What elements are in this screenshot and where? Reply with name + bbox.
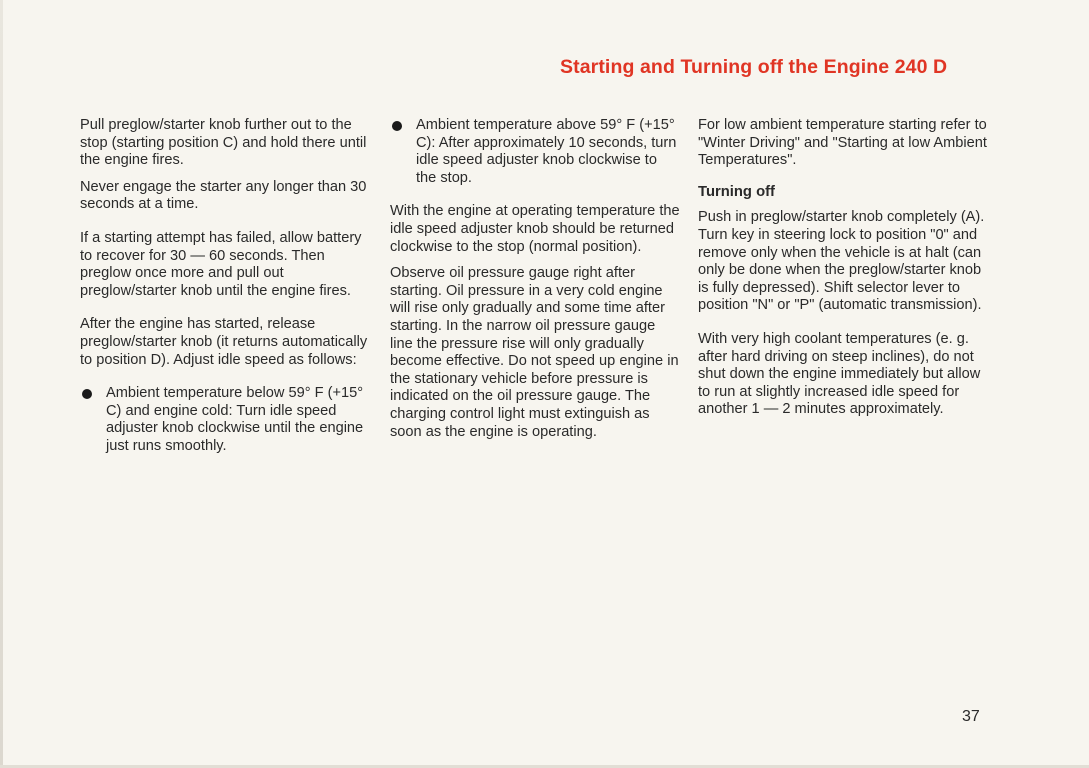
paragraph-starter-limit: Never engage the starter any longer than 30 seconds at a time.	[80, 178, 367, 213]
section-heading-turning-off: Turning off	[698, 183, 775, 200]
text-column-2	[390, 117, 680, 450]
bullet-item-cold	[80, 385, 370, 455]
page-header-title: Starting and Turning off the Engine 240 D	[560, 56, 948, 78]
paragraph-turning-off: Push in preglow/starter knob completely (A). Turn key in steering lock to position "0" and remove only when the vehicle is at halt (can only be done when the preglow/starter knob is fully depressed). Shift selector lever to position "N" or "P" (automatic transmission).	[698, 209, 985, 314]
text-column-1	[80, 117, 370, 466]
bullet-text: Ambient temperature above 59° F (+15° C): After approximately 10 seconds, turn idle speed adjuster knob clockwise to the stop.	[416, 117, 677, 186]
text-column-3	[698, 117, 993, 428]
paragraph-operating-temp: With the engine at operating temperature the idle speed adjuster knob should be returned clockwise to the stop (normal position).	[390, 203, 680, 255]
page-number: 37	[962, 708, 980, 725]
page-edge-left	[0, 0, 3, 768]
paragraph-low-temp-reference: For low ambient temperature starting refer to "Winter Driving" and "Starting at low Ambient Temperatures".	[698, 117, 987, 169]
paragraph-failed-attempt: If a starting attempt has failed, allow battery to recover for 30 — 60 seconds. Then preglow once more and pull out preglow/starter knob until the engine fires.	[80, 229, 362, 299]
bullet-item-warm	[390, 117, 680, 187]
bullet-dot-icon	[82, 389, 92, 399]
bullet-dot-icon	[392, 121, 402, 131]
paragraph-starting-position: Pull preglow/starter knob further out to the stop (starting position C) and hold there until the engine fires.	[80, 117, 367, 169]
paragraph-oil-pressure: Observe oil pressure gauge right after starting. Oil pressure in a very cold engine will rise only gradually and some time after starting. In the narrow oil pressure gauge line the pressure rise will only gradually become effective. Do not speed up engine in the stationary vehicle before pressure is indicated on the oil pressure gauge. The charging control light must extinguish as soon as the engine is operating.	[390, 265, 679, 440]
paragraph-after-start: After the engine has started, release preglow/starter knob (it returns automatically to position D). Adjust idle speed as follows:	[80, 316, 368, 368]
paragraph-high-coolant: With very high coolant temperatures (e. g. after hard driving on steep inclines), do not shut down the engine immediately but allow to run at slightly increased idle speed for another 1 — 2 minutes approximately.	[698, 330, 981, 418]
bullet-text: Ambient temperature below 59° F (+15° C) and engine cold: Turn idle speed adjuster knob clockwise until the engine just runs smoothly.	[106, 385, 364, 454]
